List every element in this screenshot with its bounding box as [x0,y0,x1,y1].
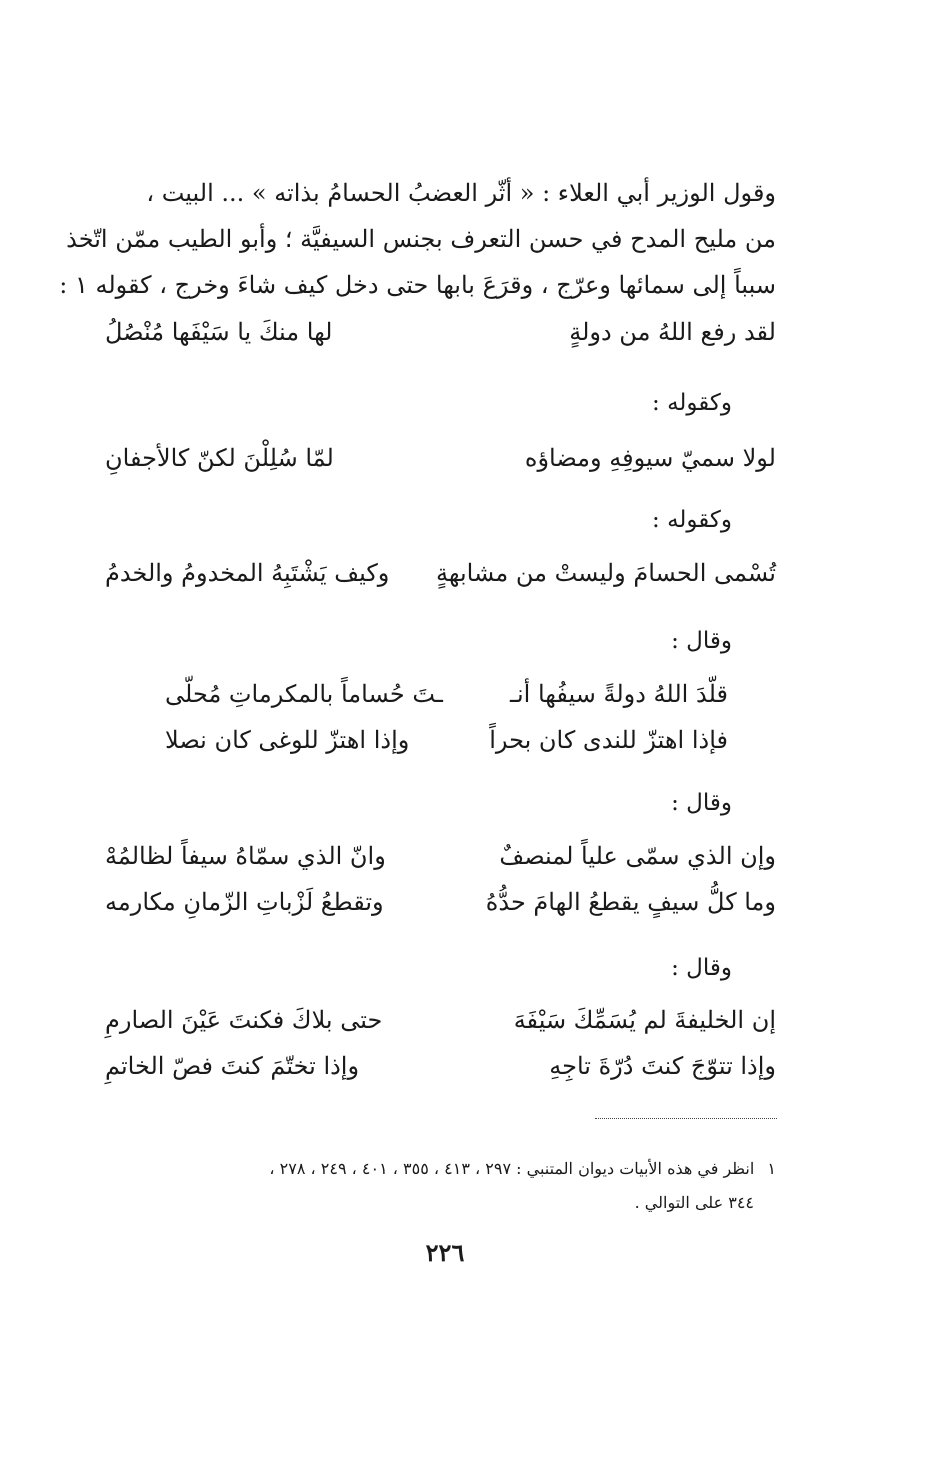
verse-first-hemistich: فإذا اهتزّ للندى كان بحراً [489,726,728,754]
verse-first-hemistich: لولا سميّ سيوفِهِ ومضاؤه [524,444,776,472]
verse-first-hemistich: تُسْمى الحسامَ وليستْ من مشابهةٍ [436,559,776,587]
verse-line [105,444,776,490]
footnote-line [108,1152,776,1186]
verse-line [105,559,776,605]
verse-first-hemistich: قلّدَ اللهُ دولةً سيفُها أنـ [509,680,728,708]
verse-first-hemistich: إن الخليفةَ لم يُسَمِّكَ سَيْفَهَ [513,1006,776,1034]
verse-first-hemistich: وما كلُّ سيفٍ يقطعُ الهامَ حدُّهُ [485,888,776,916]
verse-intro: وقال : [671,790,732,816]
paragraph-line: وقول الوزير أبي العلاء : « أثّر العضبُ الحسامُ بذاته » ... البيت ، [146,179,776,207]
verse-second-hemistich: ـتَ حُساماً بالمكرماتِ مُحلّى [165,680,443,708]
intro-paragraph [59,170,776,308]
verse-second-hemistich: لها منكَ يا سَيْفَها مُنْصُلُ [105,318,333,346]
footnote [108,1152,776,1220]
verse-intro: وكقوله : [652,390,732,416]
verse-intro: وقال : [671,955,732,981]
verse-first-hemistich: وإن الذي سمّى علياً لمنصفٌ [499,842,776,870]
verse-line [105,726,776,772]
footnote-number: ١ [767,1159,776,1178]
verse-intro: وقال : [671,628,732,654]
verse-intro: وكقوله : [652,507,732,533]
verse-second-hemistich: وكيف يَشْتَبِهُ المخدومُ والخدمُ [105,559,390,587]
verse-line [105,842,776,888]
verse-first-hemistich: لقد رفع اللهُ من دولةٍ [569,318,776,346]
verse-line [105,318,776,364]
verse-line [105,1006,776,1052]
footnote-divider [595,1118,777,1119]
verse-line [105,1052,776,1098]
verse-second-hemistich: وإذا تختّمَ كنتَ فصّ الخاتمِ [105,1052,360,1080]
verse-second-hemistich: وتقطعُ لَزْباتِ الزّمانِ مكارمه [105,888,384,916]
footnote-text: انظر في هذه الأبيات ديوان المتنبي : ٢٩٧ ، ٤١٣ ، ٣٥٥ ، ٤٠١ ، ٢٤٩ ، ٢٧٨ ، [269,1159,755,1178]
verse-second-hemistich: وإذا اهتزّ للوغى كان نصلا [165,726,410,754]
verse-line [105,888,776,934]
verse-first-hemistich: وإذا تتوّجَ كنتَ دُرّةَ تاجِهِ [549,1052,776,1080]
verse-second-hemistich: وانّ الذي سمّاهُ سيفاً لظالمُهْ [105,842,386,870]
paragraph-line: من مليح المدح في حسن التعرف بجنس السيفيَّة ؛ وأبو الطيب ممّن اتّخذ [66,225,776,253]
verse-second-hemistich: حتى بلاكَ فكنتَ عَيْنَ الصارمِ [105,1006,383,1034]
verse-second-hemistich: لمّا سُلِلْنَ لكنّ كالأجفانِ [105,444,334,472]
verse-line [105,680,776,726]
paragraph-line: سبباً إلى سمائها وعرّج ، وقرَعَ بابها حتى دخل كيف شاءَ وخرج ، كقوله ١ : [59,271,776,299]
footnote-line: ٣٤٤ على التوالي . [634,1193,754,1212]
page-number: ٢٢٦ [425,1238,465,1267]
